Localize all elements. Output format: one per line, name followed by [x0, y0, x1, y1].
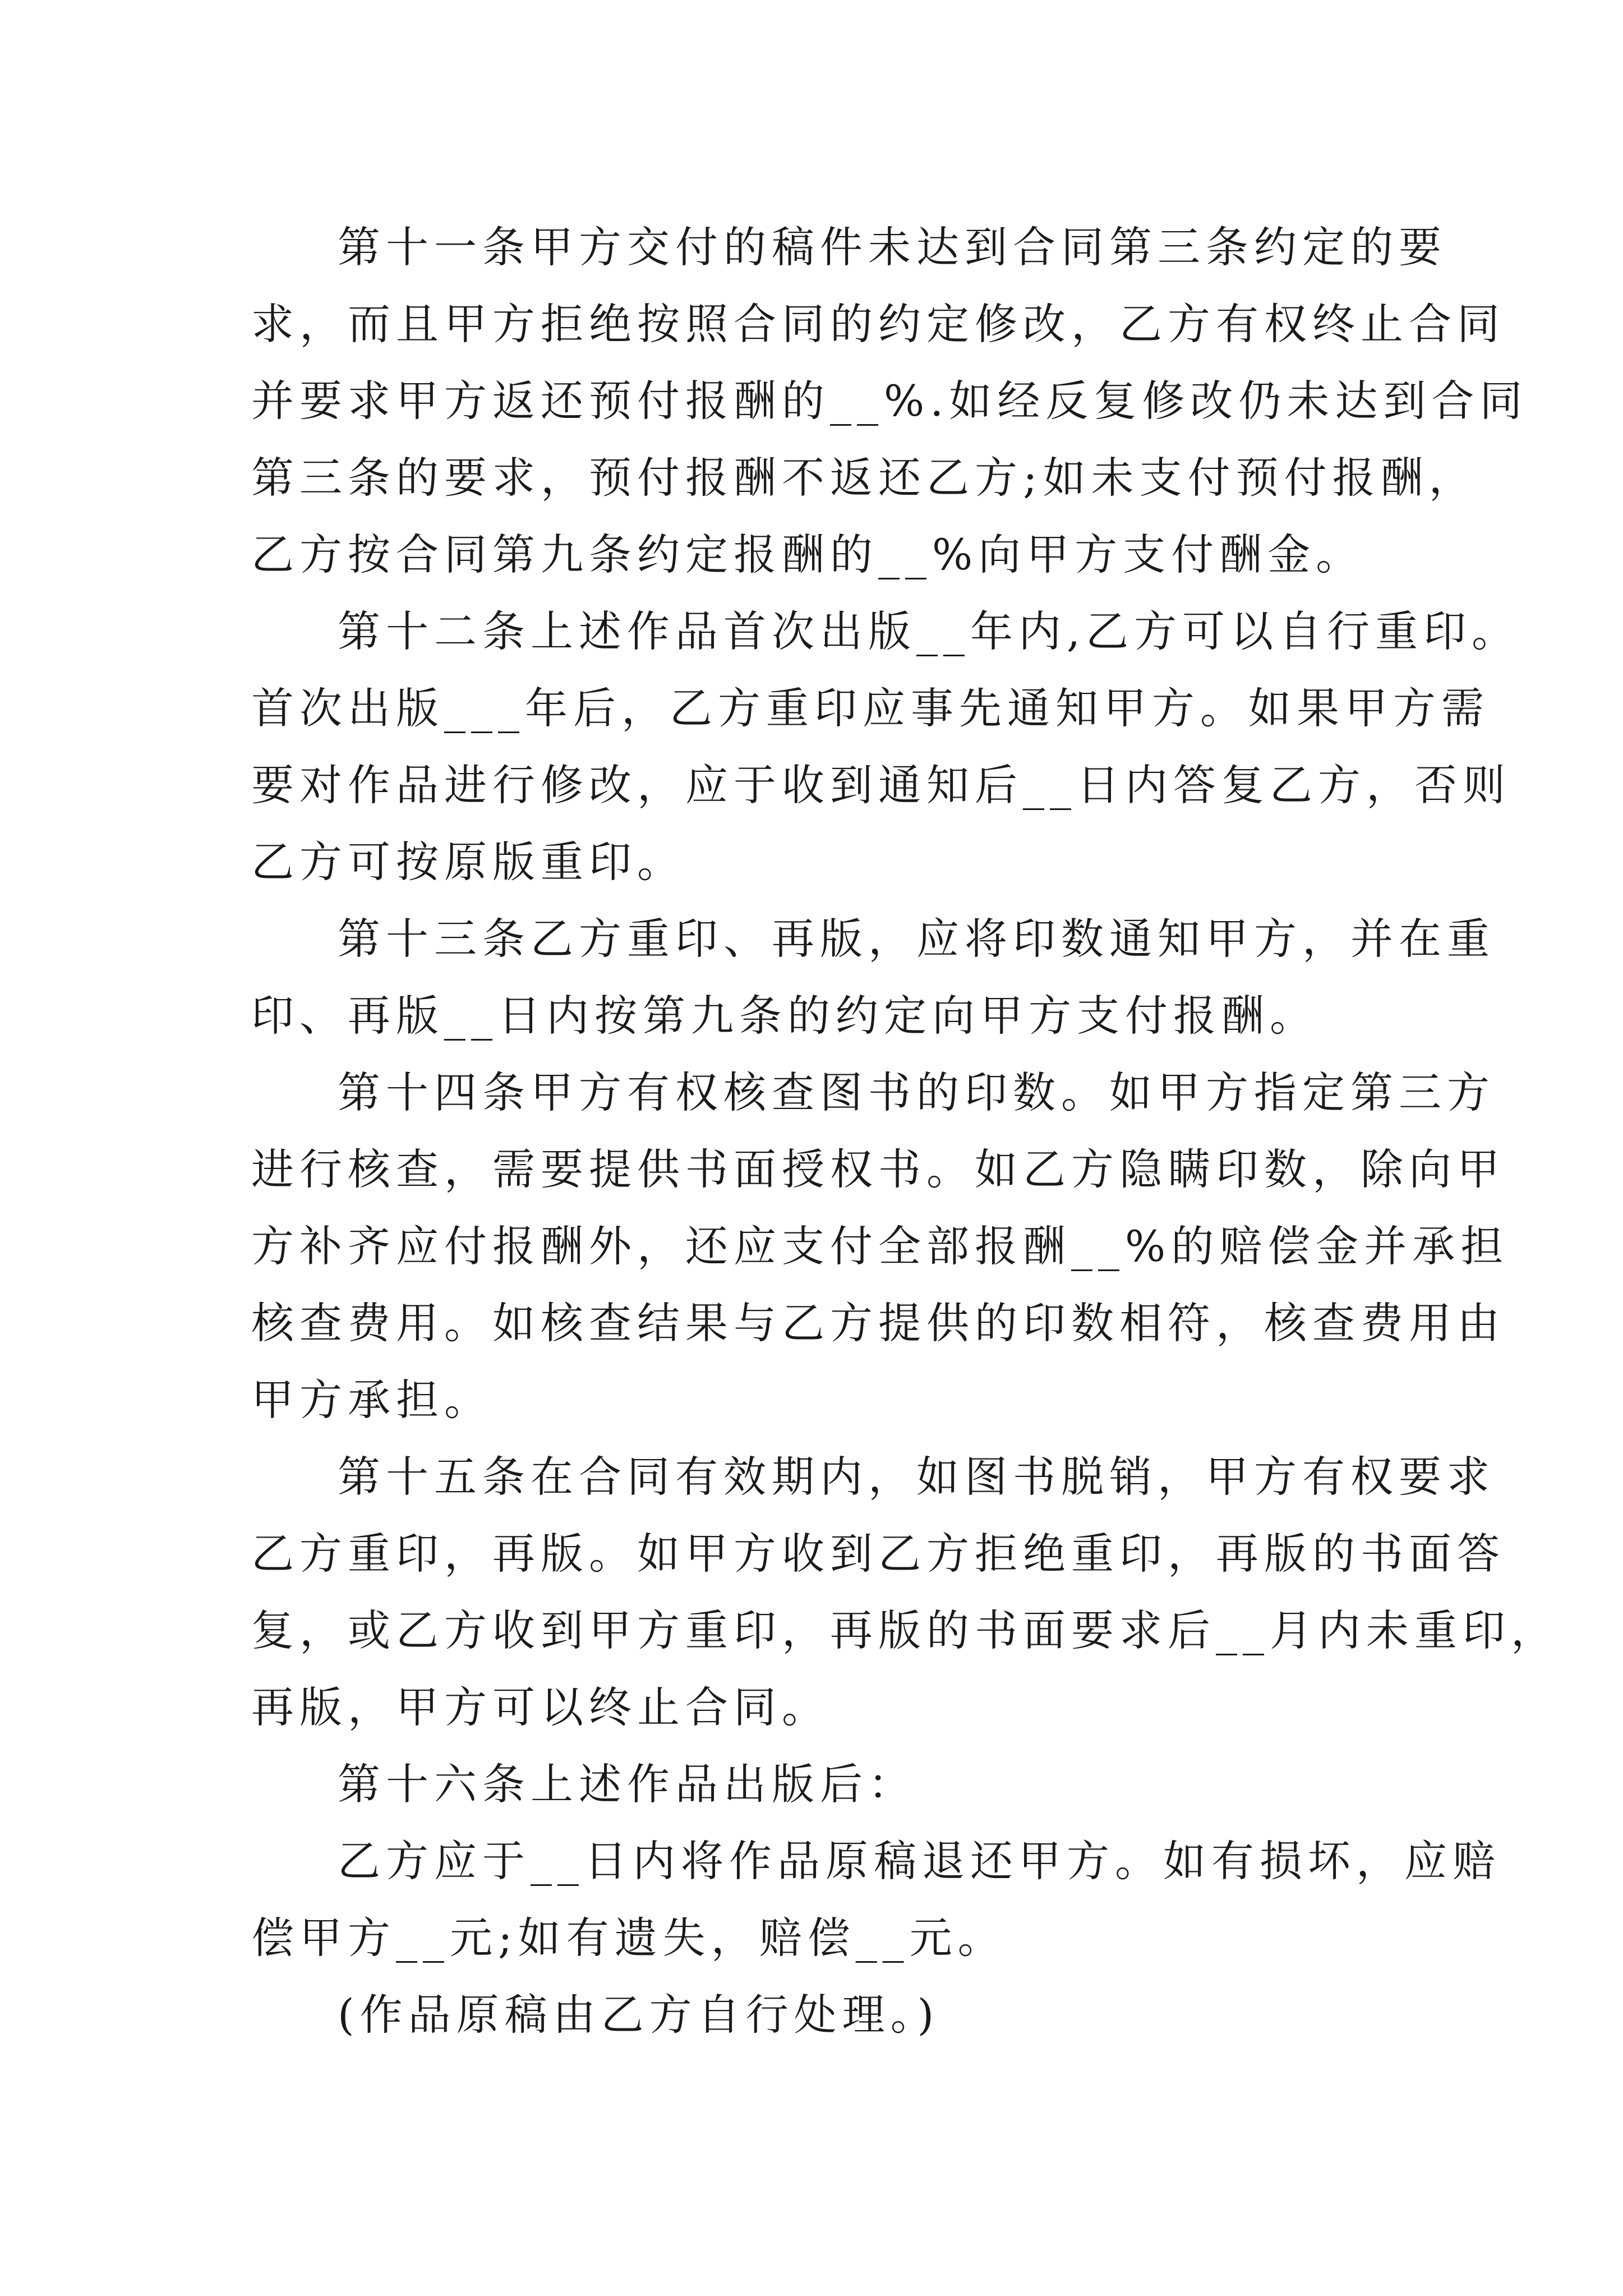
text-line: 并要求甲方返还预付报酬的__%.如经反复修改仍未达到合同 [251, 376, 1528, 426]
text-line: 进行核查，需要提供书面授权书。如乙方隐瞒印数，除向甲 [251, 1144, 1505, 1194]
text-line: 核查费用。如核查结果与乙方提供的印数相符，核查费用由 [251, 1298, 1505, 1348]
text-line: 第十四条甲方有权核查图书的印数。如甲方指定第三方 [338, 1068, 1495, 1117]
text-line: 第十三条乙方重印、再版，应将印数通知甲方，并在重 [338, 914, 1495, 964]
text-line: 乙方按合同第九条约定报酬的__%向甲方支付酬金。 [251, 530, 1364, 579]
text-line: 方补齐应付报酬外，还应支付全部报酬__%的赔偿金并承担 [251, 1221, 1509, 1271]
text-line: 首次出版___年后，乙方重印应事先通知甲方。如果甲方需 [251, 683, 1490, 733]
text-line: 复，或乙方收到甲方重印，再版的书面要求后__月内未重印， [251, 1605, 1559, 1655]
text-line: 印、再版__日内按第九条的约定向甲方支付报酬。 [251, 991, 1318, 1041]
text-line: 第十五条在合同有效期内，如图书脱销，甲方有权要求 [338, 1452, 1495, 1502]
text-line: 再版，甲方可以终止合同。 [251, 1682, 830, 1732]
text-line: 求，而且甲方拒绝按照合同的约定修改，乙方有权终止合同 [251, 299, 1505, 349]
text-line: 第十六条上述作品出版后： [338, 1759, 916, 1809]
text-line: 第十二条上述作品首次出版__年内,乙方可以自行重印。 [338, 606, 1520, 656]
text-line: 乙方重印，再版。如甲方收到乙方拒绝重印，再版的书面答 [251, 1529, 1505, 1579]
text-line: 乙方应于__日内将作品原稿退还甲方。如有损坏，应赔 [338, 1836, 1501, 1886]
text-line: 偿甲方__元;如有遗失，赔偿__元。 [251, 1913, 1006, 1963]
text-line: 第十一条甲方交付的稿件未达到合同第三条约定的要 [338, 222, 1447, 272]
contract-body [251, 209, 1559, 2053]
text-line: 第三条的要求，预付报酬不返还乙方;如未支付预付报酬， [251, 453, 1477, 503]
text-line: 要对作品进行修改，应于收到通知后__日内答复乙方，否则 [251, 760, 1511, 810]
text-line: 乙方可按原版重印。 [251, 837, 685, 887]
text-line: (作品原稿由乙方自行处理。) [338, 1990, 940, 2040]
text-line: 甲方承担。 [251, 1375, 492, 1425]
